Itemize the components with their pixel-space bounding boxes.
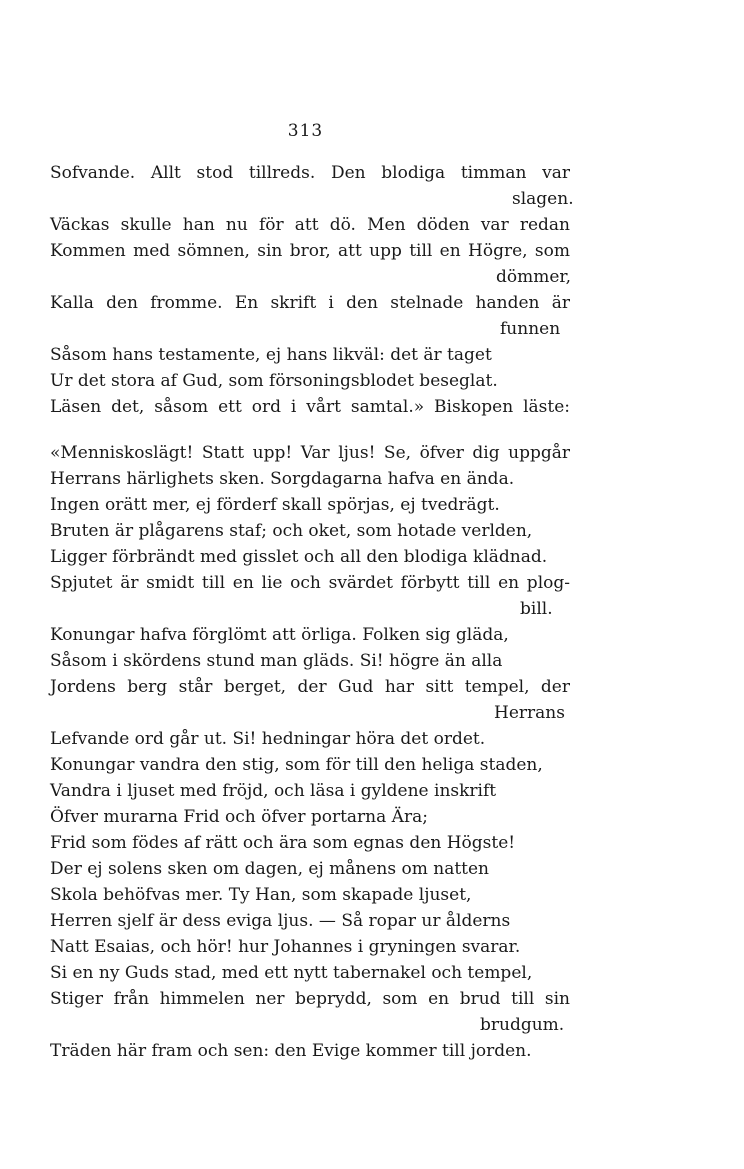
- verse-line: Ligger förbrändt med gisslet och all den blodiga klädnad.: [50, 547, 548, 567]
- page-number: 313: [287, 121, 324, 141]
- verse-line: Sofvande. Allt stod tillreds. Den blodiga timman var: [50, 163, 570, 183]
- verse-line: Frid som födes af rätt och ära som egnas den Högste!: [50, 833, 516, 853]
- verse-line: Stiger från himmelen ner beprydd, som en brud till sin: [50, 989, 570, 1009]
- verse-continuation: bill.: [520, 599, 553, 619]
- verse-line: Der ej solens sken om dagen, ej månens om natten: [50, 859, 489, 879]
- verse-line: Herrans härlighets sken. Sorgdagarna hafva en ända.: [50, 469, 515, 489]
- verse-line: Ingen orätt mer, ej förderf skall spörjas, ej tvedrägt.: [50, 495, 500, 515]
- verse-line: «Menniskoslägt! Statt upp! Var ljus! Se, öfver dig uppgår: [50, 443, 570, 463]
- verse-line: Läsen det, såsom ett ord i vårt samtal.» Biskopen läste:: [50, 397, 570, 417]
- verse-line: Spjutet är smidt till en lie och svärdet förbytt till en plog-: [50, 573, 570, 593]
- verse-line: Konungar vandra den stig, som för till den heliga staden,: [50, 755, 543, 775]
- verse-continuation: funnen: [500, 319, 561, 339]
- verse-line: Si en ny Guds stad, med ett nytt tabernakel och tempel,: [50, 963, 533, 983]
- verse-line: Väckas skulle han nu för att dö. Men döden var redan: [50, 215, 570, 235]
- verse-line: Lefvande ord går ut. Si! hedningar höra det ordet.: [50, 729, 486, 749]
- verse-line: Vandra i ljuset med fröjd, och läsa i gyldene inskrift: [50, 781, 497, 801]
- verse-line: Kalla den fromme. En skrift i den stelnade handen är: [50, 293, 570, 313]
- verse-line: Träden här fram och sen: den Evige kommer till jorden.: [50, 1041, 532, 1061]
- verse-line: Kommen med sömnen, sin bror, att upp till en Högre, som: [50, 241, 570, 261]
- verse-continuation: brudgum.: [480, 1015, 565, 1035]
- verse-line: Såsom i skördens stund man gläds. Si! högre än alla: [50, 651, 503, 671]
- verse-line: Skola behöfvas mer. Ty Han, som skapade ljuset,: [50, 885, 472, 905]
- verse-line: Ur det stora af Gud, som försoningsblodet beseglat.: [50, 371, 498, 391]
- verse-line: Herren sjelf är dess eviga ljus. — Så ropar ur ålderns: [50, 911, 511, 931]
- verse-continuation: dömmer,: [496, 267, 572, 287]
- verse-continuation: Herrans: [494, 703, 565, 723]
- verse-line: Öfver murarna Frid och öfver portarna Ära;: [50, 807, 428, 827]
- verse-line: Konungar hafva förglömt att örliga. Folken sig gläda,: [50, 625, 509, 645]
- verse-line: Såsom hans testamente, ej hans likväl: det är taget: [50, 345, 492, 365]
- verse-line: Bruten är plågarens staf; och oket, som hotade verlden,: [50, 521, 533, 541]
- verse-continuation: slagen.: [512, 189, 574, 209]
- verse-line: Jordens berg står berget, der Gud har sitt tempel, der: [50, 677, 570, 697]
- verse-line: Natt Esaias, och hör! hur Johannes i gryningen svarar.: [50, 937, 521, 957]
